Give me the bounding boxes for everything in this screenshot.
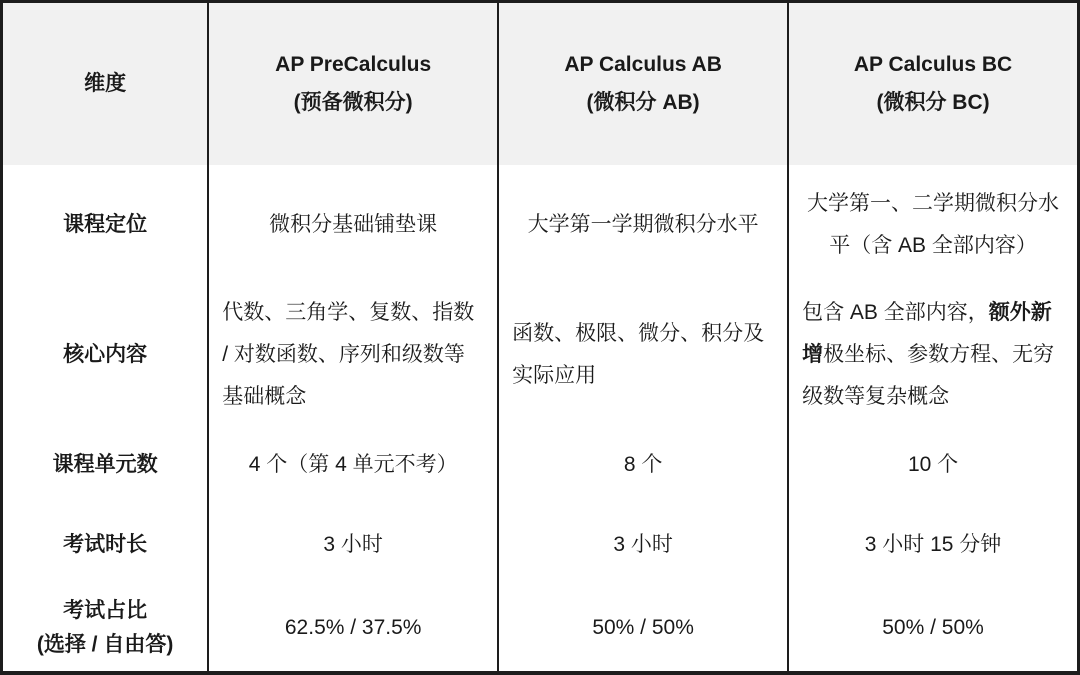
units-row-label: 课程单元数 <box>3 425 209 505</box>
positioning-precalculus-cell: 微积分基础铺垫课 <box>209 165 499 285</box>
row-exam-duration <box>3 505 1077 585</box>
core-calculus-ab-cell: 函数、极限、微分、积分及实际应用 <box>499 285 789 425</box>
units-calculus-ab-cell: 8 个 <box>499 425 789 505</box>
row-course-positioning <box>3 165 1077 285</box>
positioning-calculus-ab-cell: 大学第一学期微积分水平 <box>499 165 789 285</box>
duration-precalculus-cell: 3 小时 <box>209 505 499 585</box>
header-cell-dimension <box>3 3 209 165</box>
calculus-bc-title: AP Calculus BC <box>853 53 1013 76</box>
dimension-label: 维度 <box>84 72 127 95</box>
precalculus-title: AP PreCalculus <box>275 53 432 76</box>
duration-calculus-ab-cell: 3 小时 <box>499 505 789 585</box>
table-header-row <box>3 3 1077 165</box>
row-core-content <box>3 285 1077 425</box>
header-cell-precalculus <box>209 3 499 165</box>
calculus-ab-title: AP Calculus AB <box>564 53 722 76</box>
precalculus-subtitle: (预备微积分) <box>293 91 413 114</box>
weighting-calculus-ab-cell: 50% / 50% <box>499 585 789 671</box>
weighting-label-line1: 考试占比 <box>63 599 148 622</box>
row-exam-weighting <box>3 585 1077 671</box>
duration-calculus-bc-cell: 3 小时 15 分钟 <box>864 533 1002 556</box>
duration-row-label: 考试时长 <box>3 505 209 585</box>
positioning-row-label: 课程定位 <box>3 165 209 285</box>
weighting-calculus-bc-cell: 50% / 50% <box>882 616 984 639</box>
units-calculus-bc-cell: 10 个 <box>907 453 959 476</box>
core-bc-bold-text: 额外新增 <box>802 301 1052 366</box>
positioning-calculus-bc-cell: 大学第一、二学期微积分水平（含 AB 全部内容） <box>807 192 1060 257</box>
core-bc-suffix-text: 极坐标、参数方程、无穷级数等复杂概念 <box>802 343 1055 408</box>
calculus-bc-subtitle: (微积分 BC) <box>876 91 990 114</box>
weighting-precalculus-cell: 62.5% / 37.5% <box>209 585 499 671</box>
core-calculus-bc-cell <box>789 285 1077 425</box>
core-row-label: 核心内容 <box>3 285 209 425</box>
calculus-ab-subtitle: (微积分 AB) <box>586 91 700 114</box>
weighting-row-label <box>3 585 209 671</box>
header-cell-calculus-ab <box>499 3 789 165</box>
units-precalculus-cell: 4 个（第 4 单元不考） <box>209 425 499 505</box>
weighting-label-line2: (选择 / 自由答) <box>36 633 174 656</box>
header-cell-calculus-bc <box>789 3 1077 165</box>
core-precalculus-cell: 代数、三角学、复数、指数 / 对数函数、序列和级数等基础概念 <box>209 285 499 425</box>
row-course-units <box>3 425 1077 505</box>
core-bc-prefix-text: 包含 AB 全部内容， <box>802 301 989 324</box>
